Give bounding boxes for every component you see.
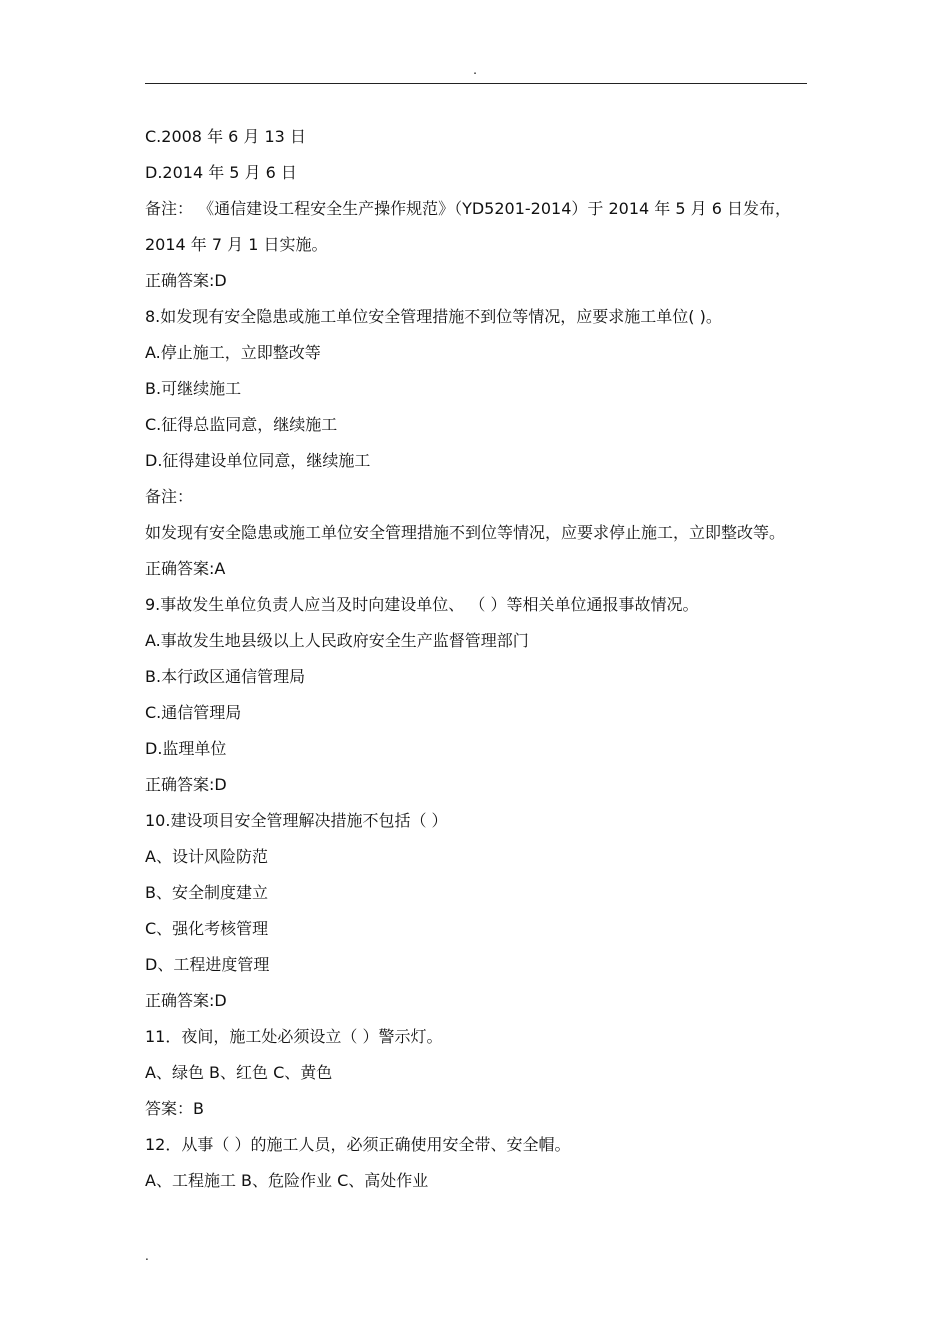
option-line: C.征得总监同意，继续施工 [145,415,338,434]
page-header-mark: . [473,63,477,77]
question-line: 8.如发现有安全隐患或施工单位安全管理措施不到位等情况，应要求施工单位( )。 [145,307,722,326]
text-line: 2014 年 7 月 1 日实施。 [145,235,328,254]
note-label: 备注： [145,487,194,506]
option-line: A.事故发生地县级以上人民政府安全生产监督管理部门 [145,631,529,650]
document-body [145,119,825,1199]
option-line: B.可继续施工 [145,379,242,398]
answer-line: 正确答案:D [145,271,227,290]
option-line: B、安全制度建立 [145,883,268,902]
option-line: B.本行政区通信管理局 [145,667,306,686]
text-line: C.2008 年 6 月 13 日 [145,127,306,146]
option-line: A、设计风险防范 [145,847,268,866]
option-line: A、工程施工 B、危险作业 C、高处作业 [145,1171,429,1190]
option-line: D、工程进度管理 [145,955,270,974]
option-line: D.征得建设单位同意，继续施工 [145,451,371,470]
answer-line: 正确答案:D [145,991,227,1010]
question-line: 10.建设项目安全管理解决措施不包括（ ） [145,811,448,830]
option-line: C.通信管理局 [145,703,242,722]
header-rule [145,83,807,84]
page-footer-mark: . [145,1249,149,1263]
text-line: D.2014 年 5 月 6 日 [145,163,297,182]
text-line: 备注： 《通信建设工程安全生产操作规范》（YD5201-2014）于 2014 年 5 月 6 日发布， [145,199,791,218]
answer-line: 答案：B [145,1099,204,1118]
question-line: 9.事故发生单位负责人应当及时向建设单位、 （ ）等相关单位通报事故情况。 [145,595,699,614]
answer-line: 正确答案:A [145,559,226,578]
question-line: 11．夜间，施工处必须设立（ ）警示灯。 [145,1027,443,1046]
question-line: 12．从事（ ）的施工人员，必须正确使用安全带、安全帽。 [145,1135,571,1154]
option-line: D.监理单位 [145,739,227,758]
option-line: A.停止施工，立即整改等 [145,343,321,362]
note-text: 如发现有安全隐患或施工单位安全管理措施不到位等情况，应要求停止施工，立即整改等。 [145,523,786,542]
answer-line: 正确答案:D [145,775,227,794]
option-line: C、强化考核管理 [145,919,269,938]
option-line: A、绿色 B、红色 C、黄色 [145,1063,333,1082]
